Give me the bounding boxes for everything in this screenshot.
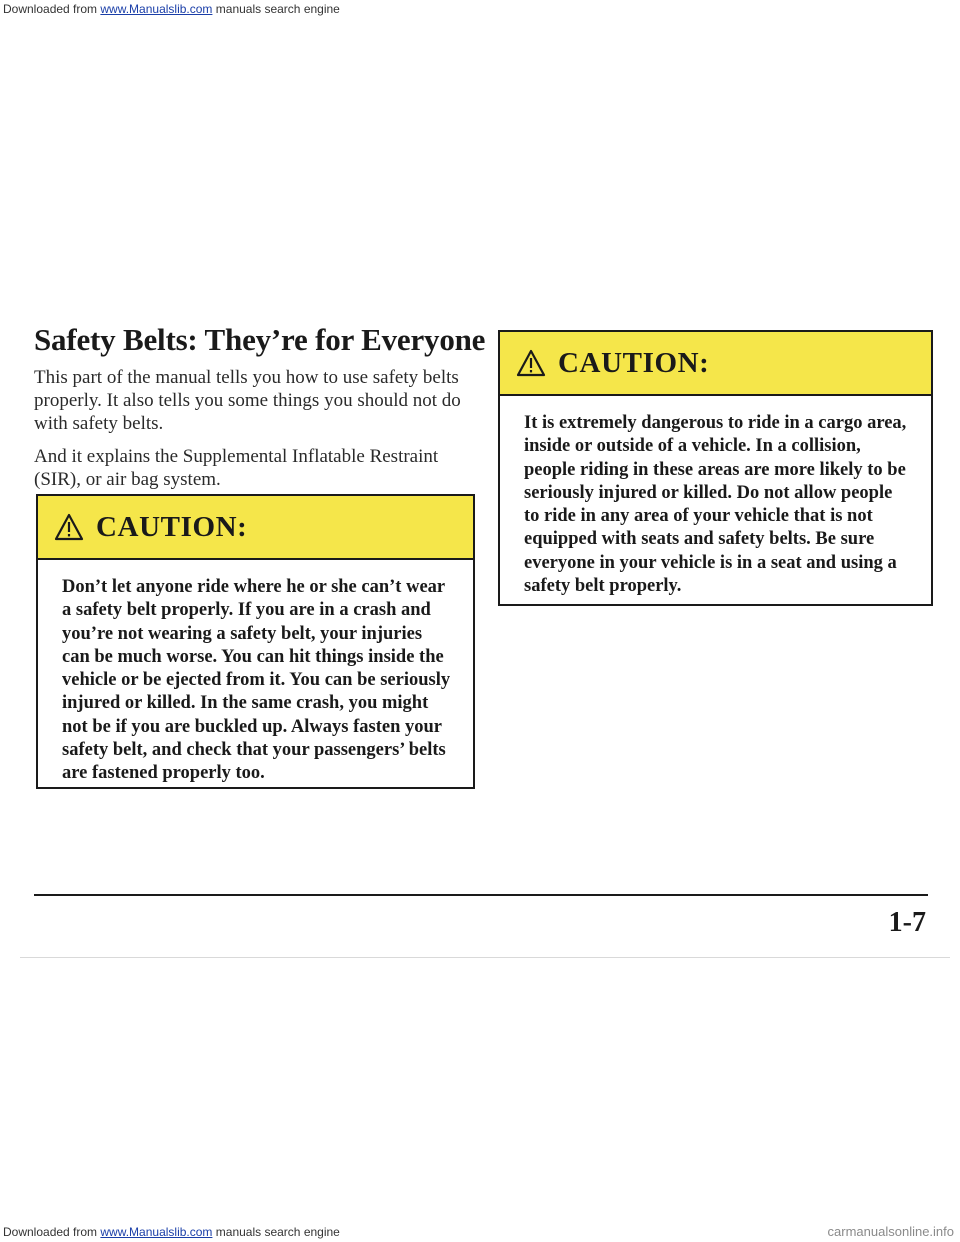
banner-suffix: manuals search engine <box>212 2 340 16</box>
warning-triangle-icon <box>516 349 546 377</box>
caution-header <box>38 496 473 560</box>
watermark: carmanualsonline.info <box>827 1224 954 1239</box>
manualslib-link[interactable]: www.Manualslib.com <box>100 1225 213 1239</box>
footer-rule <box>34 894 928 896</box>
caution-text: Don’t let anyone ride where he or she can’t wear a safety belt properly. If you are in a crash and you’re not wearing a safety belt, your injuries can be much worse. You can hit things inside the vehicle or be ejected from it. You can be seriously injured or killed. In the same crash, you might not be if you are buckled up. Always fasten your safety belt, and check that your passengers’ belts are fastened properly too. <box>62 577 451 784</box>
manualslib-link[interactable]: www.Manualslib.com <box>100 2 213 16</box>
section-title: Safety Belts: They’re for Everyone <box>34 322 486 357</box>
page-number: 1-7 <box>888 907 926 938</box>
caution-box-left <box>36 494 475 789</box>
caution-text: It is extremely dangerous to ride in a cargo area, inside or outside of a vehicle. In a collision, people riding in these areas are more likely to be seriously injured or killed. Do not allow people to ride in any area of your vehicle that is not equipped with seats and safety belts. Be sure everyone in your vehicle is in a seat and using a safety belt properly. <box>524 413 907 597</box>
caution-box-right <box>498 330 933 606</box>
banner-prefix: Downloaded from <box>3 2 101 16</box>
intro-paragraph-2: And it explains the Supplemental Inflatable Restraint (SIR), or air bag system. <box>34 446 439 490</box>
caution-label: CAUTION: <box>96 510 248 543</box>
banner-suffix: manuals search engine <box>212 1225 340 1239</box>
intro-paragraph-1: This part of the manual tells you how to use safety belts properly. It also tells you some things you should not do with safety belts. <box>34 367 461 434</box>
caution-label: CAUTION: <box>558 346 710 379</box>
warning-triangle-icon <box>54 513 84 541</box>
caution-header <box>500 332 931 396</box>
intro-text <box>34 366 474 501</box>
banner-prefix: Downloaded from <box>3 1225 101 1239</box>
scan-line <box>20 957 950 958</box>
download-banner-bottom <box>0 1225 343 1239</box>
download-banner-top <box>0 0 343 18</box>
